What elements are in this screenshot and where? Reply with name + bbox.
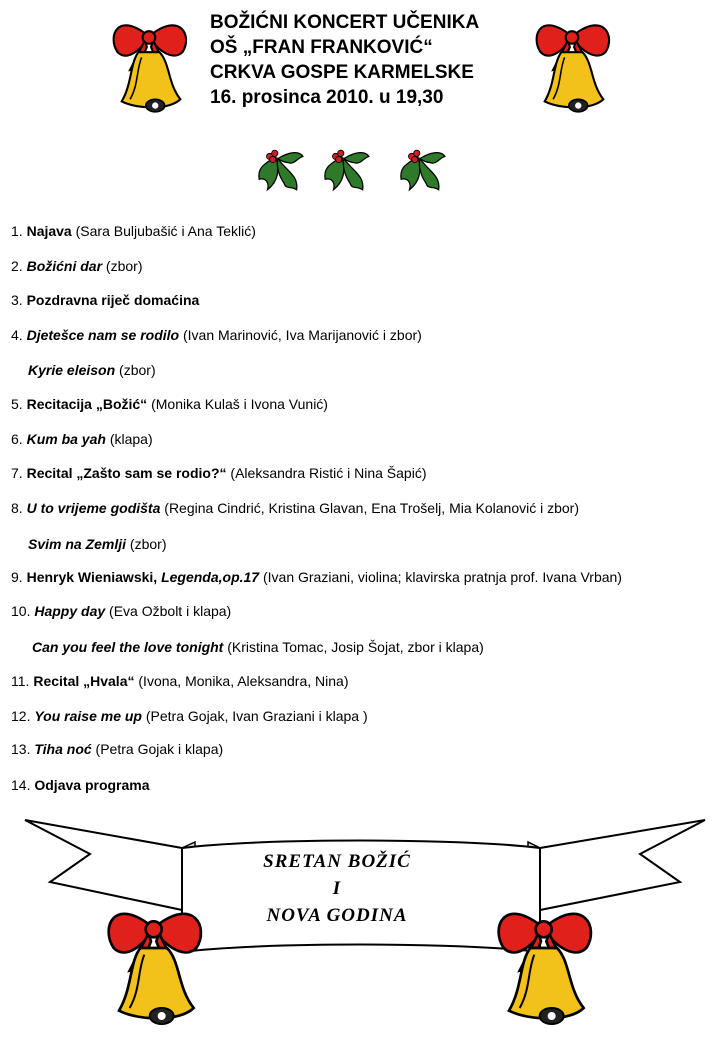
item-title: Tiha noć bbox=[34, 741, 92, 757]
item-performers: (Petra Gojak, Ivan Graziani i klapa ) bbox=[141, 708, 368, 724]
item-performers: (Eva Ožbolt i klapa) bbox=[105, 603, 232, 619]
greeting-line-1: SRETAN BOŽIĆ bbox=[263, 851, 411, 872]
program-item bbox=[28, 360, 156, 380]
program-item bbox=[11, 739, 223, 759]
program-item bbox=[11, 463, 427, 483]
item-performers: (zbor) bbox=[126, 536, 167, 552]
item-title: Happy day bbox=[34, 603, 106, 619]
program-item bbox=[11, 221, 256, 241]
item-number: 9. bbox=[11, 569, 23, 585]
holly-icon bbox=[255, 148, 305, 194]
greeting-line-2: I bbox=[332, 878, 342, 899]
item-performers: (klapa) bbox=[105, 431, 153, 447]
item-performers: (Ivan Marinović, Iva Marijanović i zbor) bbox=[179, 327, 422, 343]
program-item bbox=[11, 601, 231, 621]
item-performers: (Ivan Graziani, violina; klavirska pratnja prof. Ivana Vrban) bbox=[259, 569, 622, 585]
program-item bbox=[11, 290, 199, 310]
item-number: 11. bbox=[11, 673, 30, 689]
item-number: 7. bbox=[11, 465, 23, 481]
item-title: Najava bbox=[26, 223, 72, 239]
header-line-title: BOŽIĆNI KONCERT UČENIKA bbox=[210, 12, 480, 33]
header-line-date: 16. prosinca 2010. u 19,30 bbox=[210, 87, 444, 108]
program-item bbox=[32, 637, 484, 657]
item-title: Svim na Zemlji bbox=[28, 536, 127, 552]
item-number: 12. bbox=[11, 708, 31, 724]
item-title: Odjava programa bbox=[34, 777, 150, 793]
item-title: You raise me up bbox=[34, 708, 142, 724]
program-item bbox=[11, 498, 579, 518]
holly-decorations bbox=[255, 148, 455, 196]
program-item bbox=[11, 325, 422, 345]
item-performers: (zbor) bbox=[115, 362, 156, 378]
item-title: Recitacija „Božić“ bbox=[26, 396, 148, 412]
program-item bbox=[11, 394, 328, 414]
item-title: U to vrijeme godišta bbox=[26, 500, 161, 516]
item-title: Kum ba yah bbox=[26, 431, 106, 447]
item-number: 5. bbox=[11, 396, 23, 412]
item-performers: (Monika Kulaš i Ivona Vunić) bbox=[147, 396, 328, 412]
item-performers: (Regina Cindrić, Kristina Glavan, Ena Trošelj, Mia Kolanović i zbor) bbox=[160, 500, 580, 516]
concert-header bbox=[210, 10, 540, 110]
item-performers: (Ivona, Monika, Aleksandra, Nina) bbox=[134, 673, 349, 689]
greeting-text bbox=[182, 848, 492, 929]
item-number: 8. bbox=[11, 500, 23, 516]
holly-icon bbox=[321, 148, 371, 194]
item-performers: (Petra Gojak i klapa) bbox=[91, 741, 224, 757]
item-number: 3. bbox=[11, 292, 23, 308]
bell-left-icon bbox=[105, 5, 195, 115]
item-performers: (zbor) bbox=[102, 258, 143, 274]
greeting-line-3: NOVA GODINA bbox=[266, 905, 408, 926]
item-performers: (Sara Buljubašić i Ana Teklić) bbox=[71, 223, 256, 239]
item-performers: (Aleksandra Ristić i Nina Šapić) bbox=[226, 465, 427, 481]
item-title: Legenda,op.17 bbox=[161, 569, 260, 585]
program-item bbox=[11, 256, 143, 276]
item-number: 13. bbox=[11, 741, 31, 757]
program-item bbox=[11, 706, 368, 726]
item-number: 10. bbox=[11, 603, 31, 619]
item-title: Recital „Hvala“ bbox=[33, 673, 135, 689]
item-title: Božićni dar bbox=[26, 258, 103, 274]
item-number: 6. bbox=[11, 431, 23, 447]
program-item bbox=[11, 567, 622, 587]
holly-icon bbox=[397, 148, 447, 194]
item-number: 2. bbox=[11, 258, 23, 274]
program-item bbox=[11, 429, 153, 449]
item-title: Can you feel the love tonight bbox=[32, 639, 224, 655]
header-line-school: OŠ „FRAN FRANKOVIĆ“ bbox=[210, 37, 433, 58]
item-title: Djetešce nam se rodilo bbox=[26, 327, 180, 343]
bell-bottom-left-icon bbox=[100, 888, 210, 1028]
item-composer: Henryk Wieniawski, bbox=[26, 569, 158, 585]
item-title: Recital „Zašto sam se rodio?“ bbox=[26, 465, 227, 481]
program-item bbox=[28, 534, 167, 554]
item-number: 4. bbox=[11, 327, 23, 343]
item-title: Pozdravna riječ domaćina bbox=[26, 292, 200, 308]
item-number: 14. bbox=[11, 777, 31, 793]
bell-right-icon bbox=[528, 5, 618, 115]
item-title: Kyrie eleison bbox=[28, 362, 116, 378]
item-number: 1. bbox=[11, 223, 23, 239]
program-item bbox=[11, 671, 349, 691]
program-item bbox=[11, 775, 150, 795]
bell-bottom-right-icon bbox=[490, 888, 600, 1028]
header-line-venue: CRKVA GOSPE KARMELSKE bbox=[210, 62, 474, 83]
item-performers: (Kristina Tomac, Josip Šojat, zbor i klapa) bbox=[223, 639, 484, 655]
